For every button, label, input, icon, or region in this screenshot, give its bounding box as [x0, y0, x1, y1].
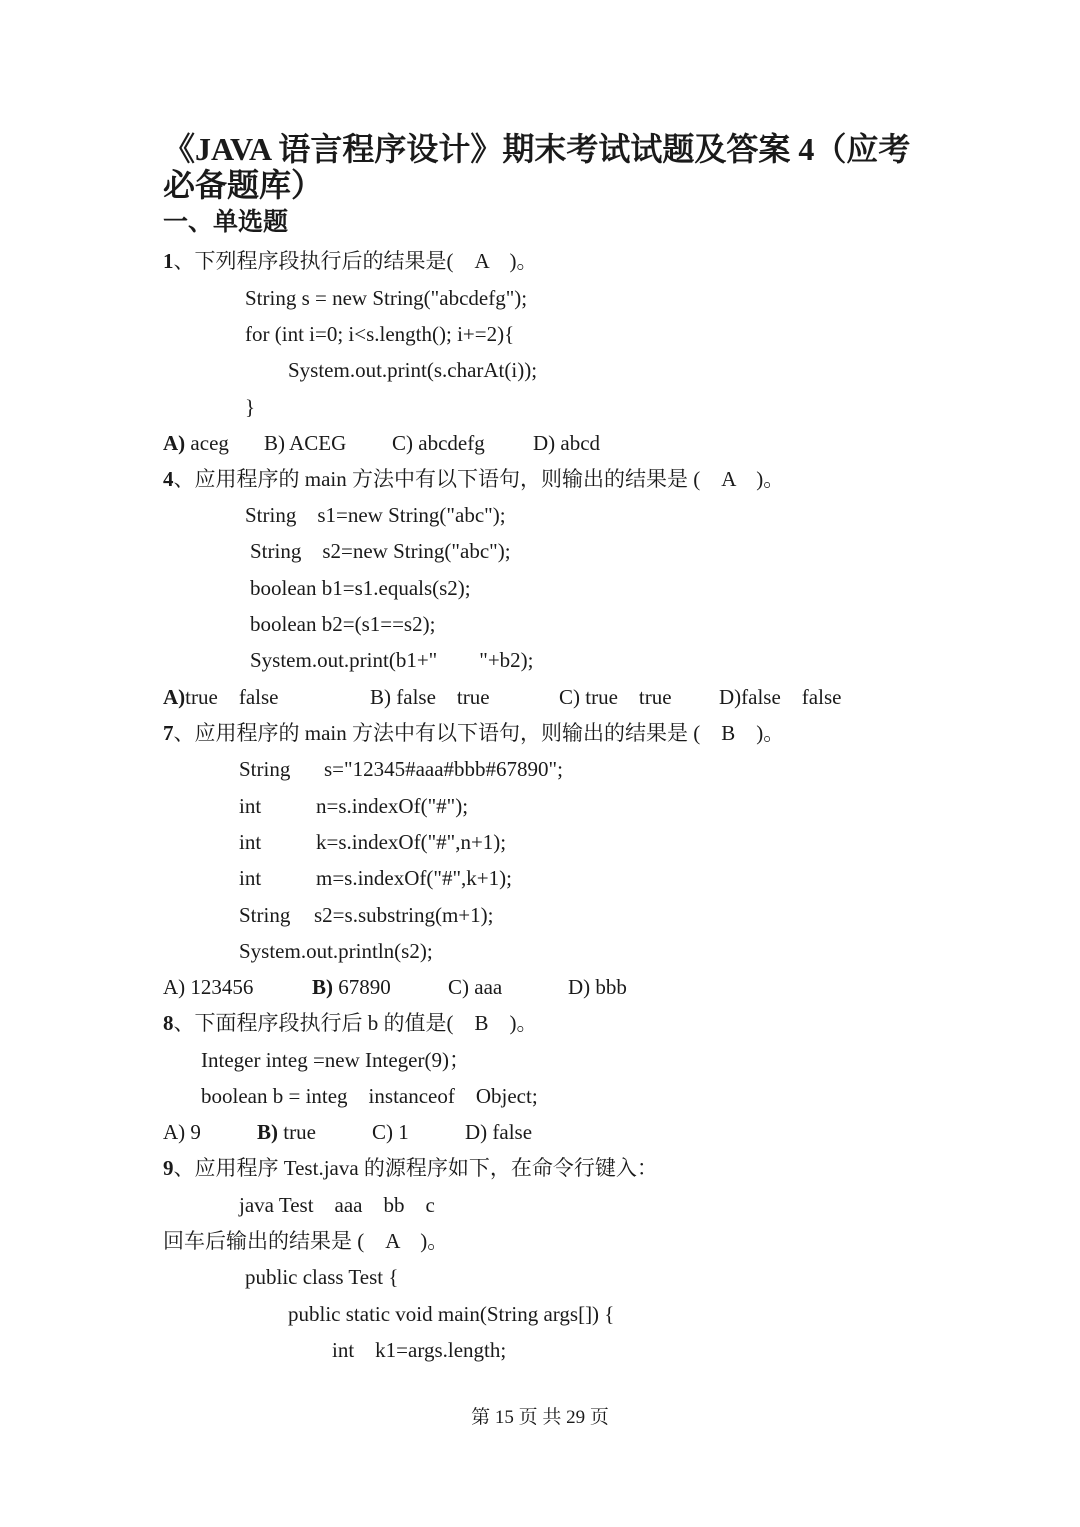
code-line: boolean b = integ instanceof Object;: [201, 1084, 538, 1108]
doc-title-line1: 《JAVA 语言程序设计》期末考试试题及答案 4（应考: [163, 131, 911, 167]
code-line: }: [245, 395, 256, 419]
code-line: boolean b2=(s1==s2);: [250, 612, 436, 636]
answer-key: A): [163, 685, 186, 709]
answer-key: A): [163, 431, 186, 455]
page-footer: 第 15 页 共 29 页: [471, 1407, 609, 1428]
option-b: [312, 974, 391, 1000]
option-b: [257, 1119, 316, 1145]
question-number: 7: [163, 721, 174, 745]
option-d: D) abcd: [533, 431, 601, 455]
code-line: System.out.print(s.charAt(i));: [288, 358, 538, 382]
option-value: true: [278, 1120, 316, 1144]
option-d: D)false false: [719, 685, 842, 709]
code-line-kw: String: [239, 903, 291, 927]
question-4: [163, 466, 784, 492]
code-line: String s1=new String("abc");: [245, 503, 506, 527]
question-text: 、应用程序 Test.java 的源程序如下，在命令行键入：: [173, 1156, 658, 1180]
option-value: true false: [185, 685, 279, 709]
question-number: 1: [163, 249, 174, 273]
question-9: [163, 1155, 658, 1181]
question-text: 、下面程序段执行后 b 的值是( B )。: [173, 1011, 538, 1035]
code-line: System.out.print(b1+" "+b2);: [250, 648, 534, 672]
code-line: int k1=args.length;: [332, 1338, 507, 1362]
code-line: Integer integ =new Integer(9)；: [201, 1048, 470, 1072]
section-heading: 一、单选题: [163, 209, 289, 236]
code-line: String s2=new String("abc");: [250, 539, 511, 563]
question-text: 、下列程序段执行后的结果是( A )。: [173, 249, 538, 273]
doc-title-line2: 必备题库）: [163, 167, 324, 203]
option-a: [163, 430, 229, 456]
code-line-rest: n=s.indexOf("#");: [316, 794, 469, 818]
option-value: 67890: [333, 975, 391, 999]
code-line-kw: int: [239, 794, 262, 818]
code-line-rest: m=s.indexOf("#",k+1);: [316, 866, 512, 890]
code-line-kw: int: [239, 866, 262, 890]
code-line: boolean b1=s1.equals(s2);: [250, 576, 471, 600]
option-b: B) false true: [370, 685, 490, 709]
question-8: [163, 1010, 538, 1036]
question-text: 、应用程序的 main 方法中有以下语句，则输出的结果是 ( B )。: [173, 721, 785, 745]
option-d: D) bbb: [568, 975, 627, 999]
question-number: 8: [163, 1011, 174, 1035]
option-a: [163, 684, 278, 710]
code-line-kw: String: [239, 757, 291, 781]
code-line: String s = new String("abcdefg");: [245, 286, 528, 310]
command-line: java Test aaa bb c: [239, 1193, 435, 1217]
option-b: B) ACEG: [264, 431, 347, 455]
question-text: 、应用程序的 main 方法中有以下语句，则输出的结果是 ( A )。: [173, 467, 785, 491]
code-line-rest: s="12345#aaa#bbb#67890";: [324, 757, 563, 781]
code-line: public class Test {: [245, 1265, 399, 1289]
option-value: aceg: [185, 431, 229, 455]
code-line: System.out.println(s2);: [239, 939, 433, 963]
answer-key: B): [312, 975, 333, 999]
code-line: for (int i=0; i<s.length(); i+=2){: [245, 322, 515, 346]
option-c: C) aaa: [448, 975, 503, 999]
question-number: 4: [163, 467, 174, 491]
option-a: A) 9: [163, 1120, 201, 1144]
option-d: D) false: [465, 1120, 533, 1144]
option-a: A) 123456: [163, 975, 254, 999]
code-line-kw: int: [239, 830, 262, 854]
code-line-rest: s2=s.substring(m+1);: [314, 903, 494, 927]
question-7: [163, 720, 784, 746]
option-c: C) true true: [559, 685, 672, 709]
question-number: 9: [163, 1156, 174, 1180]
question-9-text2: 回车后输出的结果是 ( A )。: [163, 1229, 449, 1253]
code-line: public static void main(String args[]) {: [288, 1302, 615, 1326]
option-c: C) abcdefg: [392, 431, 485, 455]
answer-key: B): [257, 1120, 278, 1144]
code-line-rest: k=s.indexOf("#",n+1);: [316, 830, 507, 854]
question-1: [163, 248, 538, 274]
option-c: C) 1: [372, 1120, 409, 1144]
